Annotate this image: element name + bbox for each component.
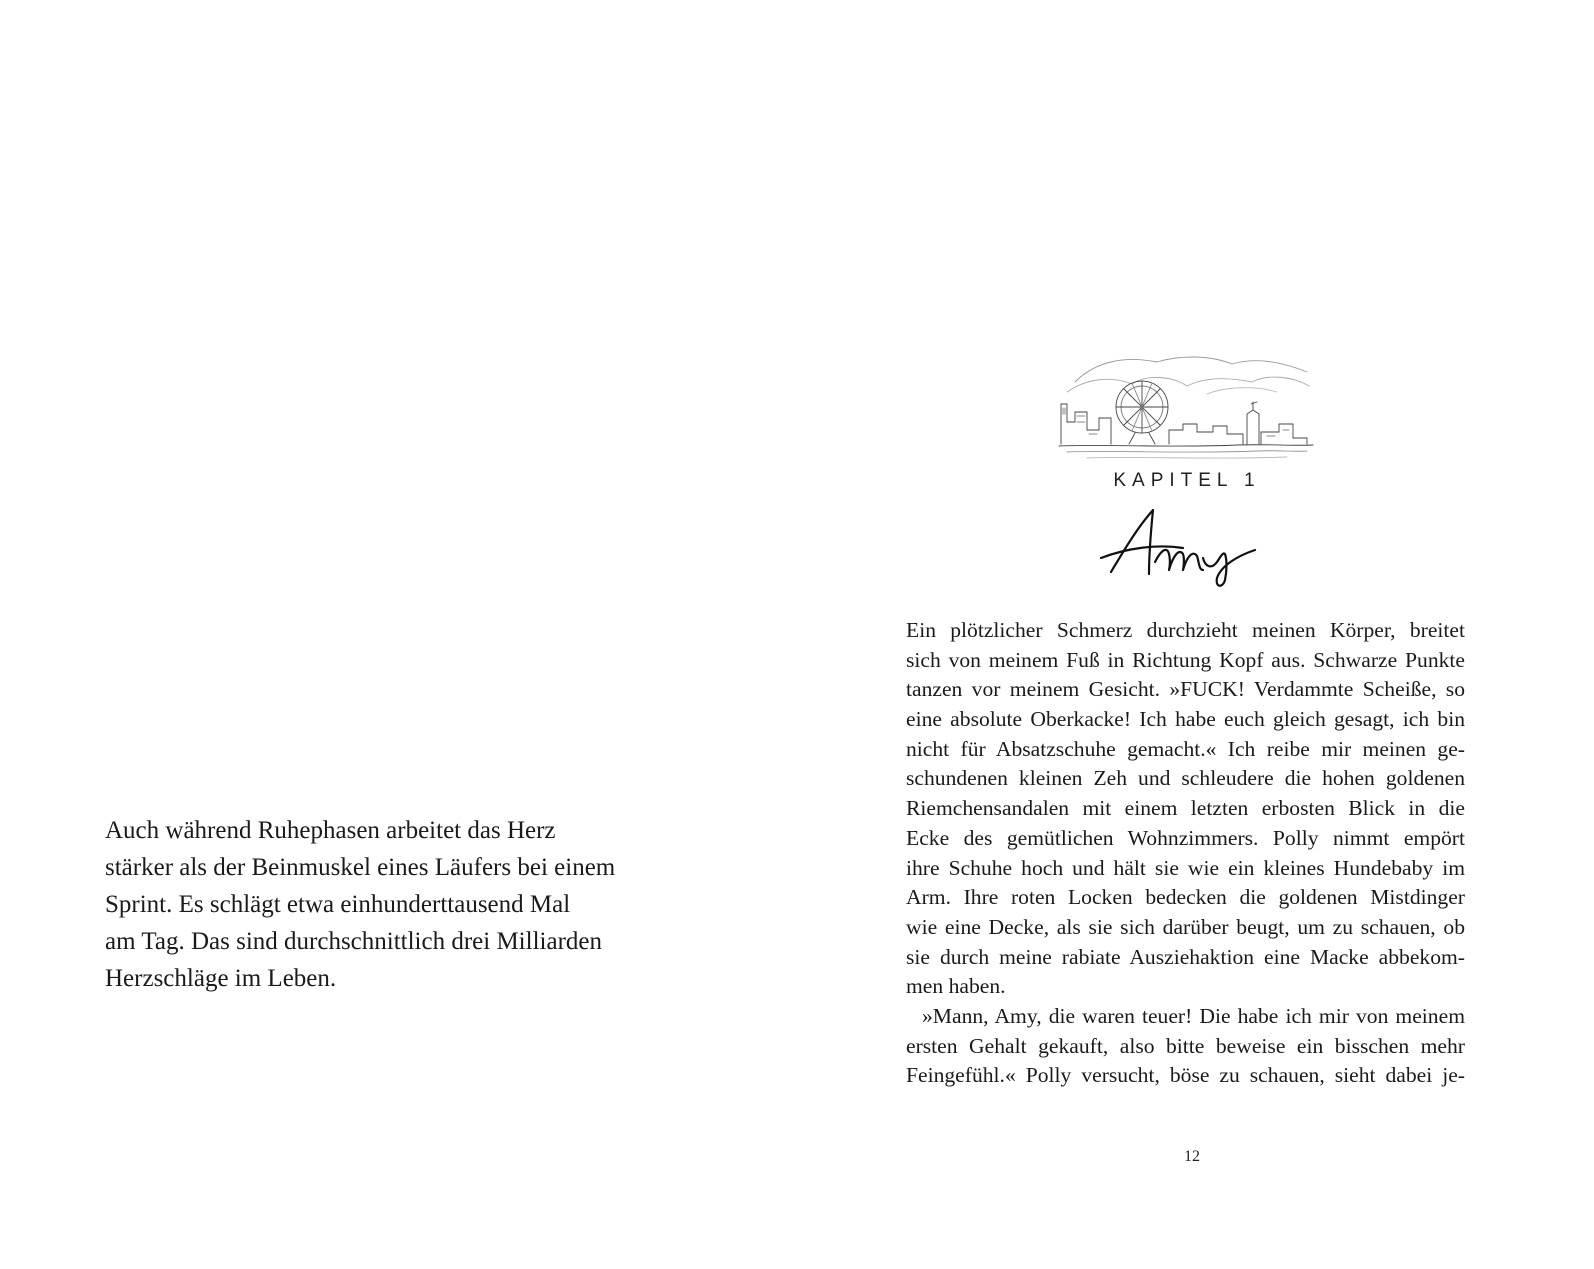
body-line: sich von meinem Fuß in Richtung Kopf aus. Schwarze Punkte [906,647,1465,672]
body-line: wie eine Decke, als sie sich darüber beugt, um zu schauen, ob [906,914,1465,939]
body-line: Arm. Ihre roten Locken bedecken die goldenen Mistdinger [906,885,1465,910]
epigraph-line: am Tag. Das sind durchschnittlich drei Milliarden [105,928,602,955]
body-line: Riemchensandalen mit einem letzten erbosten Blick in die [906,796,1465,821]
body-line: sie durch meine rabiate Ausziehaktion eine Macke abbekom- [906,944,1465,969]
body-line: ersten Gehalt gekauft, also bitte beweise ein bisschen mehr [906,1033,1465,1058]
body-line: men haben. [906,974,1006,999]
right-page [797,0,1594,1269]
chapter-name-script [1097,500,1267,590]
body-line: Ein plötzlicher Schmerz durchzieht meinen Körper, breitet [906,618,1465,642]
chapter-label: KAPITEL 1 [1113,470,1261,491]
epigraph-line: stärker als der Beinmuskel eines Läufers bei einem [105,854,616,881]
skyline-illustration [1057,352,1317,464]
body-line: schundenen kleinen Zeh und schleudere die hohen goldenen [906,766,1465,791]
body-line: Feingefühl.« Polly versucht, böse zu schauen, sieht dabei je- [906,1063,1465,1088]
epigraph-line: Herzschläge im Leben. [105,965,337,992]
epigraph [105,812,665,997]
body-line: eine absolute Oberkacke! Ich habe euch gleich gesagt, ich bin [906,707,1465,732]
epigraph-line: Sprint. Es schlägt etwa einhunderttausend Mal [105,891,571,918]
body-line: tanzen vor meinem Gesicht. »FUCK! Verdammte Scheiße, so [906,677,1465,702]
body-line: Ecke des gemütlichen Wohnzimmers. Polly nimmt empört [906,825,1465,850]
epigraph-line: Auch während Ruhephasen arbeitet das Herz [105,817,556,844]
chapter-body [906,616,1465,1091]
body-line: nicht für Absatzschuhe gemacht.« Ich reibe mir meinen ge- [906,736,1465,761]
body-line: »Mann, Amy, die waren teuer! Die habe ich mir von meinem [922,1003,1465,1028]
body-line: ihre Schuhe hoch und hält sie wie ein kleines Hundebaby im [906,855,1465,880]
page-number: 12 [1184,1148,1200,1165]
